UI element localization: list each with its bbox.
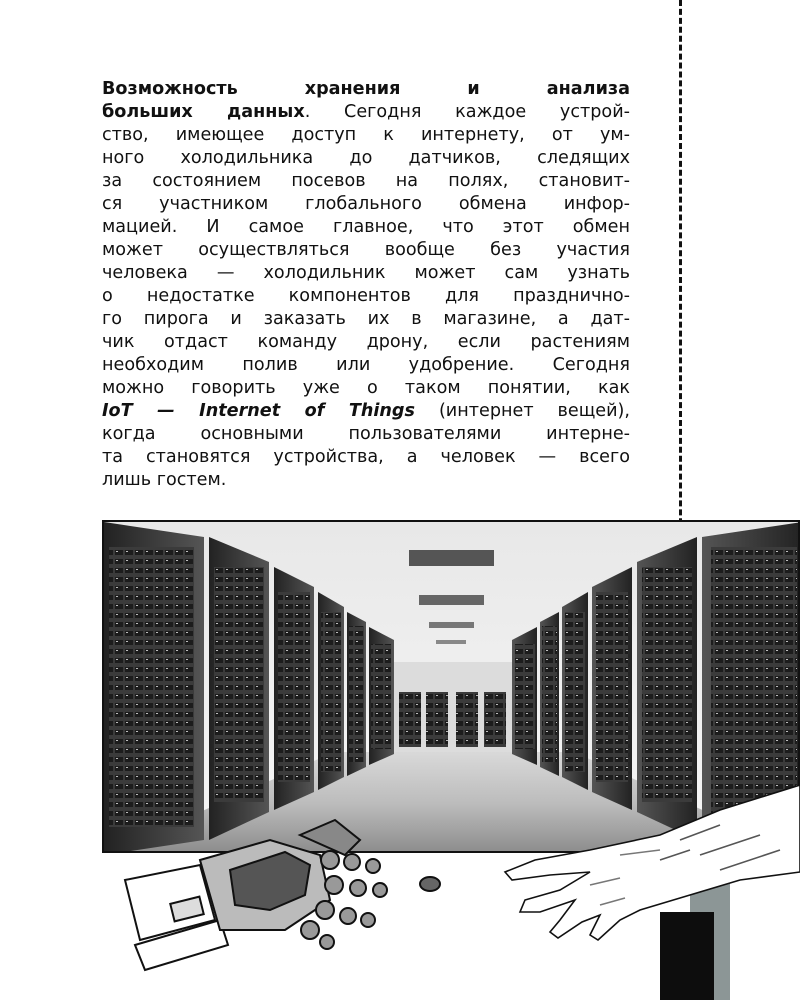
text-line: можно говорить уже о таком понятии, как: [102, 378, 630, 398]
text-line: может осуществляться вообще без участия: [102, 240, 630, 260]
text-line: IoT — Internet of Things (интернет вещей),: [102, 401, 630, 421]
text-line: ного холодильника до датчиков, следящих: [102, 148, 630, 168]
article-paragraph: [102, 78, 630, 492]
text-line: та становятся устройства, а человек — всего: [102, 447, 630, 467]
text-line: мацией. И самое главное, что этот обмен: [102, 217, 630, 237]
text-line: необходим полив или удобрение. Сегодня: [102, 355, 630, 375]
iot-term: IoT — Internet of Things: [102, 401, 415, 421]
text-line: ство, имеющее доступ к интернету, от ум-: [102, 125, 630, 145]
text-line: го пирога и заказать их в магазине, а дат-: [102, 309, 630, 329]
text-line: Возможность хранения и анализа: [102, 79, 630, 99]
text-line: человека — холодильник может сам узнать: [102, 263, 630, 283]
text-line: за состоянием посевов на полях, становит-: [102, 171, 630, 191]
text-line: когда основными пользователями интерне-: [102, 424, 630, 444]
text-line: больших данных. Сегодня каждое устрой-: [102, 102, 630, 122]
text-line: лишь гостем.: [102, 470, 227, 490]
robot-hand-icon: [125, 820, 440, 970]
text-line: о недостатке компонентов для празднично-: [102, 286, 630, 306]
page-cut-line: [679, 0, 682, 560]
human-hand-icon: [505, 785, 800, 940]
text-line: чик отдаст команду дрону, если растениям: [102, 332, 630, 352]
text-line: ся участником глобального обмена инфор-: [102, 194, 630, 214]
robot-and-human-hands-illustration: [120, 780, 800, 980]
